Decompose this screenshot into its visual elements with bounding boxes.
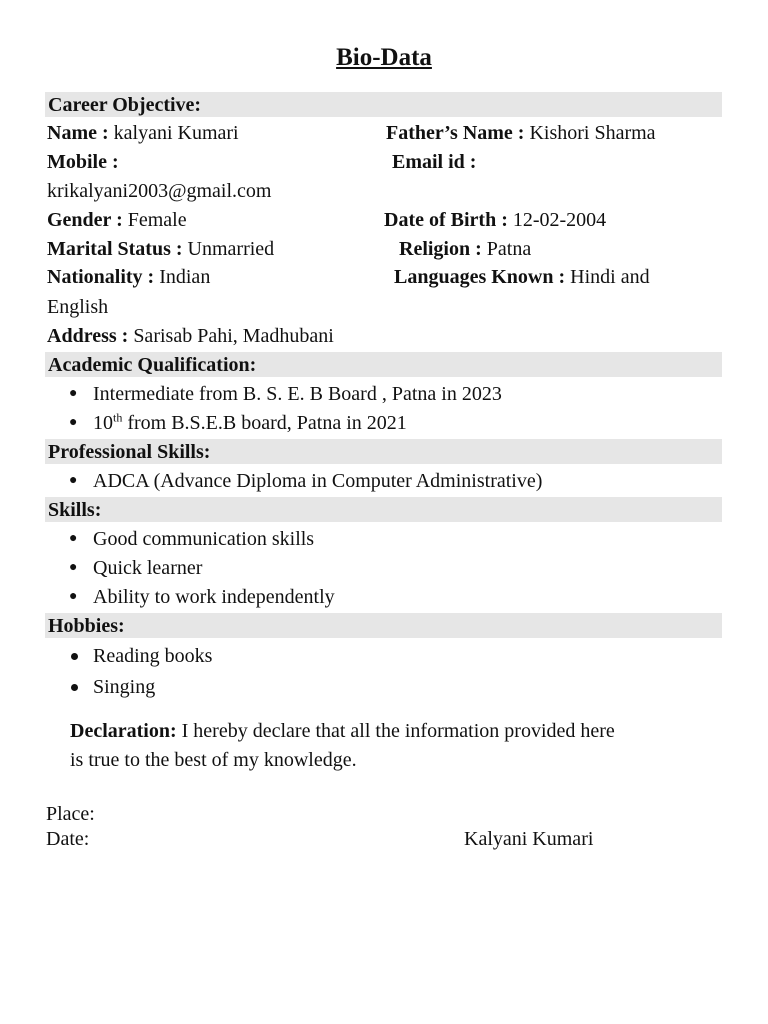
bullet-icon: ● [69, 415, 78, 430]
address-value: Sarisab Pahi, Madhubani [128, 325, 334, 347]
list-item: Quick learner [93, 557, 203, 579]
list-item: Singing [93, 676, 156, 698]
declaration-text: I hereby declare that all the information provided here [176, 720, 615, 742]
section-heading: Hobbies: [48, 615, 125, 637]
date-label: Date: [46, 828, 90, 850]
languages-row [394, 264, 650, 290]
dob-row [384, 207, 606, 233]
bullet-icon: ● [69, 473, 78, 488]
nationality-row [47, 264, 210, 290]
marital-status-value: Unmarried [182, 238, 275, 260]
marital-status-row [47, 236, 274, 262]
section-academic-qualification [45, 352, 722, 377]
email-value: krikalyani2003@gmail.com [47, 180, 272, 202]
father-name-value: Kishori Sharma [524, 122, 656, 144]
section-heading: Skills: [48, 499, 102, 521]
nationality-value: Indian [154, 266, 211, 288]
section-skills [45, 497, 722, 522]
list-item: Good communication skills [93, 528, 315, 550]
list-item [93, 410, 407, 436]
section-heading: Academic Qualification: [48, 354, 257, 376]
gender-label: Gender : [47, 209, 123, 231]
item-superscript: th [113, 410, 123, 425]
religion-row [399, 236, 531, 262]
languages-continued: English [47, 296, 109, 318]
bullet-icon: ● [69, 560, 78, 575]
section-career-objective [45, 92, 722, 117]
languages-label: Languages Known : [394, 266, 566, 288]
section-heading: Professional Skills: [48, 441, 211, 463]
declaration-line-1 [70, 718, 615, 744]
religion-label: Religion : [399, 238, 482, 260]
religion-value: Patna [481, 238, 532, 260]
section-heading: Career Objective: [48, 94, 202, 116]
email-label: Email id : [392, 151, 477, 173]
bullet-icon: ● [69, 386, 78, 401]
list-item: Ability to work independently [93, 586, 335, 608]
name-row [47, 120, 239, 146]
father-name-label: Father’s Name : [386, 122, 525, 144]
mobile-label: Mobile : [47, 151, 119, 173]
email-row [392, 149, 476, 175]
bullet-icon [71, 653, 78, 660]
section-hobbies [45, 613, 722, 638]
signature-name: Kalyani Kumari [464, 828, 594, 850]
languages-value: Hindi and [565, 266, 650, 288]
item-rest: from B.S.E.B board, Patna in 2021 [122, 412, 407, 434]
dob-label: Date of Birth : [384, 209, 508, 231]
bullet-icon: ● [69, 589, 78, 604]
mobile-row [47, 149, 119, 175]
address-row [47, 323, 334, 349]
item-prefix: 10 [93, 412, 113, 434]
father-name-row [386, 120, 656, 146]
declaration-label: Declaration: [70, 720, 177, 742]
name-value: kalyani Kumari [108, 122, 239, 144]
nationality-label: Nationality : [47, 266, 155, 288]
list-item: ADCA (Advance Diploma in Computer Administrative) [93, 470, 543, 492]
bullet-icon [71, 684, 78, 691]
marital-status-label: Marital Status : [47, 238, 183, 260]
list-item: Reading books [93, 645, 213, 667]
page-title: Bio-Data [336, 44, 432, 71]
dob-value: 12-02-2004 [507, 209, 607, 231]
bullet-icon: ● [69, 531, 78, 546]
address-label: Address : [47, 325, 129, 347]
gender-row [47, 207, 187, 233]
section-professional-skills [45, 439, 722, 464]
name-label: Name : [47, 122, 109, 144]
place-label: Place: [46, 803, 95, 825]
list-item: Intermediate from B. S. E. B Board , Patna in 2023 [93, 383, 502, 405]
declaration-line-2: is true to the best of my knowledge. [70, 749, 357, 771]
gender-value: Female [122, 209, 187, 231]
